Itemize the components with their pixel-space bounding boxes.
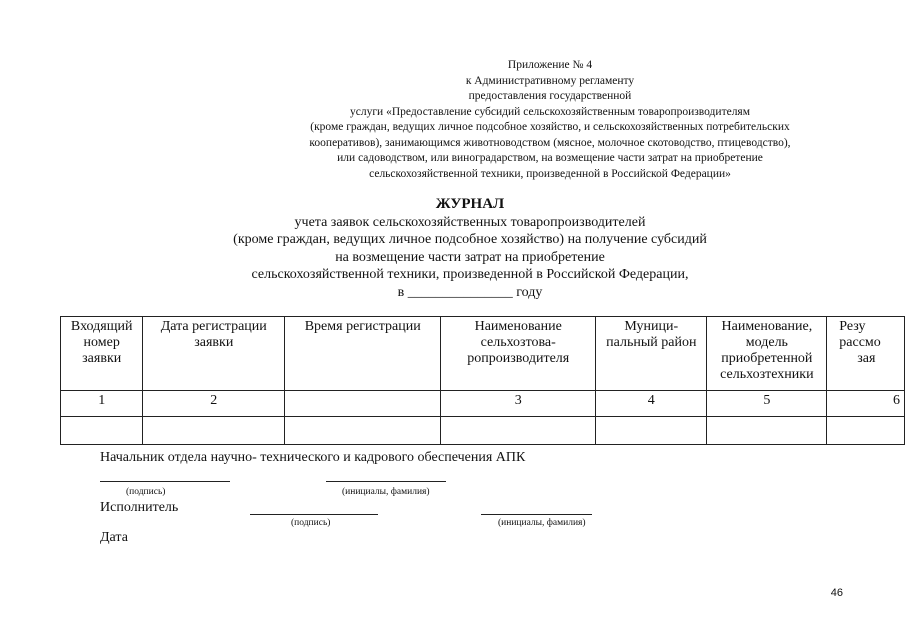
header-cell-incoming-number: Входящий номер заявки	[61, 317, 143, 391]
empty-cell	[827, 417, 905, 445]
journal-subtitle-line: (кроме граждан, ведущих личное подсобное хозяйство) на получение субсидий	[233, 232, 707, 247]
initials-line	[326, 481, 446, 482]
journal-subtitle-line: учета заявок сельскохозяйственных товаропроизводителей	[294, 214, 646, 230]
annex-line: сельскохозяйственной техники, произведенной в Российской Федерации»	[369, 167, 731, 180]
empty-cell	[143, 417, 285, 445]
register-table	[60, 316, 905, 445]
journal-subtitle-line: сельскохозяйственной техники, произведенной в Российской Федерации,	[251, 267, 689, 282]
table-header-row	[61, 317, 905, 391]
signature-caption: (подпись)	[126, 487, 166, 497]
header-cell-producer-name: Наименование сельхозтова- ропроизводителя	[441, 317, 596, 391]
executor-signature-caption: (подпись)	[291, 518, 331, 528]
executor-initials-line	[481, 514, 592, 515]
journal-year-line: в _______________ году	[397, 284, 543, 300]
header-cell-registration-date: Дата регистрации заявки	[143, 317, 285, 391]
empty-cell	[596, 417, 707, 445]
annex-line: Приложение № 4	[507, 59, 593, 71]
header-cell-equipment-model: Наименование, модель приобретенной сельхозтехники	[707, 317, 827, 391]
header-cell-result: Резу рассмо зая	[827, 317, 905, 391]
date-label: Дата	[100, 530, 128, 545]
page-number: 46	[830, 587, 843, 599]
empty-cell	[61, 417, 143, 445]
annex-line: (кроме граждан, ведущих личное подсобное хозяйство, и сельскохозяйственных потребительских	[310, 121, 790, 133]
initials-caption: (инициалы, фамилия)	[342, 487, 430, 497]
executor-initials-caption: (инициалы, фамилия)	[498, 518, 586, 528]
header-cell-registration-time: Время регистрации	[285, 317, 441, 391]
empty-cell	[707, 417, 827, 445]
empty-cell	[285, 417, 441, 445]
number-cell: 5	[707, 391, 827, 417]
executor-signature-line	[250, 514, 378, 515]
number-cell	[285, 391, 441, 417]
journal-title: ЖУРНАЛ	[435, 196, 505, 212]
annex-line: услуги «Предоставление субсидий сельскохозяйственным товаропроизводителям	[349, 105, 751, 118]
executor-label: Исполнитель	[100, 500, 179, 515]
annex-line: к Административному регламенту	[465, 74, 635, 87]
number-cell: 1	[61, 391, 143, 417]
annex-line: кооперативов), занимающимся животноводством (мясное, молочное скотоводство, птицеводство),	[309, 136, 791, 149]
number-cell: 6	[827, 391, 905, 417]
number-cell: 2	[143, 391, 285, 417]
number-cell: 3	[441, 391, 596, 417]
journal-subtitle-line: на возмещение части затрат на приобретение	[335, 249, 605, 265]
signature-line	[100, 481, 230, 482]
table-number-row	[61, 391, 905, 417]
header-cell-municipal-district: Муници- пальный район	[596, 317, 707, 391]
number-cell: 4	[596, 391, 707, 417]
head-title: Начальник отдела научно- технического и кадрового обеспечения АПК	[100, 450, 526, 465]
table-empty-row	[61, 417, 905, 445]
annex-line: предоставления государственной	[468, 90, 632, 102]
empty-cell	[441, 417, 596, 445]
annex-line: или садоводством, или виноградарством, на возмещение части затрат на приобретение	[337, 152, 763, 164]
